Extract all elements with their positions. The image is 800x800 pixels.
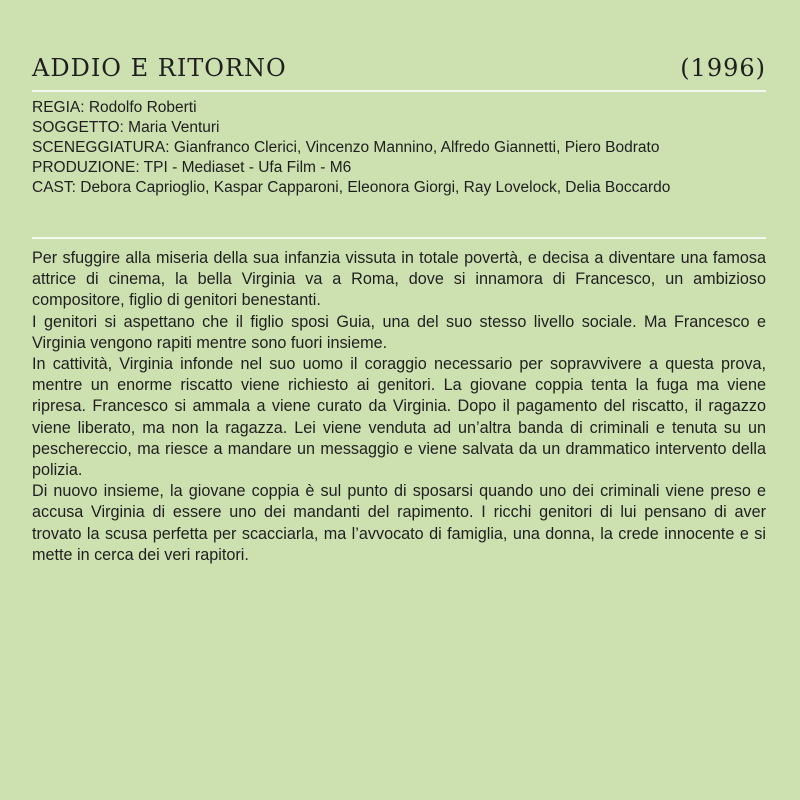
film-year: (1996) [680,54,766,82]
top-divider [32,90,766,92]
credit-regia-value: Rodolfo Roberti [84,99,197,116]
synopsis-paragraph-2: I genitori si aspettano che il figlio sposi Guia, una del suo stesso livello sociale. Ma Francesco e Virginia vengono rapiti mentre sono fuori insieme. [32,312,766,352]
credit-soggetto-label: SOGGETTO: [32,119,124,136]
bottom-divider [32,237,766,239]
credit-cast-label: CAST: [32,179,76,196]
credit-sceneggiatura-value: Gianfranco Clerici, Vincenzo Mannino, Alfredo Giannetti, Piero Bodrato [169,139,660,156]
credits-block [32,98,766,198]
credit-produzione-value: TPI - Mediaset - Ufa Film - M6 [139,159,352,176]
synopsis [32,248,766,566]
synopsis-paragraph-4: Di nuovo insieme, la giovane coppia è sul punto di sposarsi quando uno dei criminali viene preso e accusa Virginia di essere uno dei mandanti del rapimento. I ricchi genitori di lui pensano di aver trovato la scusa perfetta per scacciarla, ma l’avvocato di famiglia, una donna, la crede innocente e si mette in cerca dei veri rapitori. [32,482,766,564]
credit-cast [32,178,766,198]
title-row [32,54,766,88]
synopsis-paragraph-1: Per sfuggire alla miseria della sua infanzia vissuta in totale povertà, e decisa a diventare una famosa attrice di cinema, la bella Virginia va a Roma, dove si innamora di Francesco, un ambizioso compositore, figlio di genitori benestanti. [32,249,766,310]
credit-sceneggiatura-label: SCENEGGIATURA: [32,139,170,156]
credit-soggetto [32,118,766,138]
film-title: ADDIO E RITORNO [32,54,287,82]
credit-soggetto-value: Maria Venturi [123,119,220,136]
credit-produzione [32,158,766,178]
credit-regia [32,98,766,118]
credit-cast-value: Debora Caprioglio, Kaspar Capparoni, Eleonora Giorgi, Ray Lovelock, Delia Boccardo [75,179,671,196]
credit-sceneggiatura [32,138,766,158]
credit-regia-label: REGIA: [32,99,85,116]
synopsis-paragraph-3: In cattività, Virginia infonde nel suo uomo il coraggio necessario per sopravvivere a questa prova, mentre un enorme riscatto viene richiesto ai genitori. La giovane coppia tenta la fuga ma viene ripresa. Francesco si ammala a viene curato da Virginia. Dopo il pagamento del riscatto, il ragazzo viene liberato, ma non la ragazza. Lei viene venduta ad un’altra banda di criminali e tenuta su un peschereccio, ma riesce a mandare un messaggio e viene salvata da un drammatico intervento della polizia. [32,355,766,480]
document-page [32,0,766,800]
credit-produzione-label: PRODUZIONE: [32,159,140,176]
